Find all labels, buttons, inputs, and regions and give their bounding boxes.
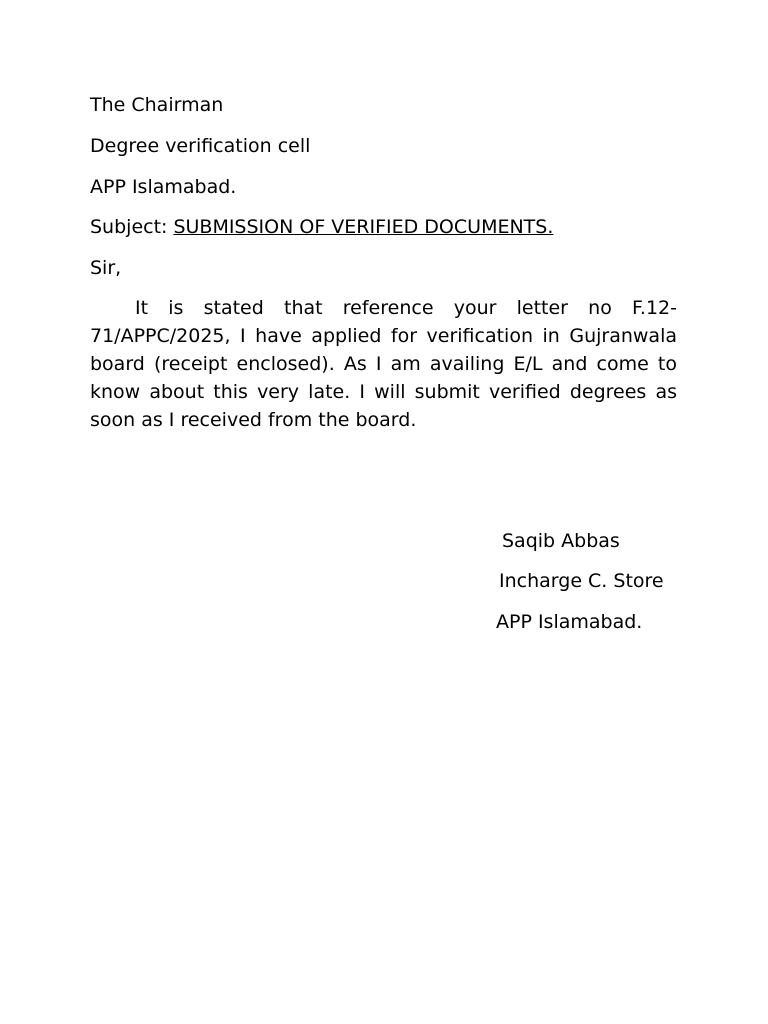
sender-designation: Incharge C. Store bbox=[499, 570, 664, 592]
salutation: Sir, bbox=[90, 257, 122, 279]
subject-label: Subject: bbox=[90, 216, 168, 238]
recipient-title: The Chairman bbox=[90, 94, 224, 116]
recipient-location: APP Islamabad. bbox=[90, 176, 237, 198]
subject-text: SUBMISSION OF VERIFIED DOCUMENTS. bbox=[173, 216, 554, 238]
recipient-department: Degree verification cell bbox=[90, 135, 311, 157]
subject-line bbox=[90, 215, 553, 239]
letter-body: It is stated that reference your letter no F.12-71/APPC/2025, I have applied for verification in Gujranwala board (receipt enclosed). As I am availing E/L and come to know about this very late. I will submit verified degrees as soon as I received from the board. bbox=[90, 297, 677, 431]
sender-organization: APP Islamabad. bbox=[496, 611, 643, 633]
sender-name: Saqib Abbas bbox=[502, 530, 620, 552]
